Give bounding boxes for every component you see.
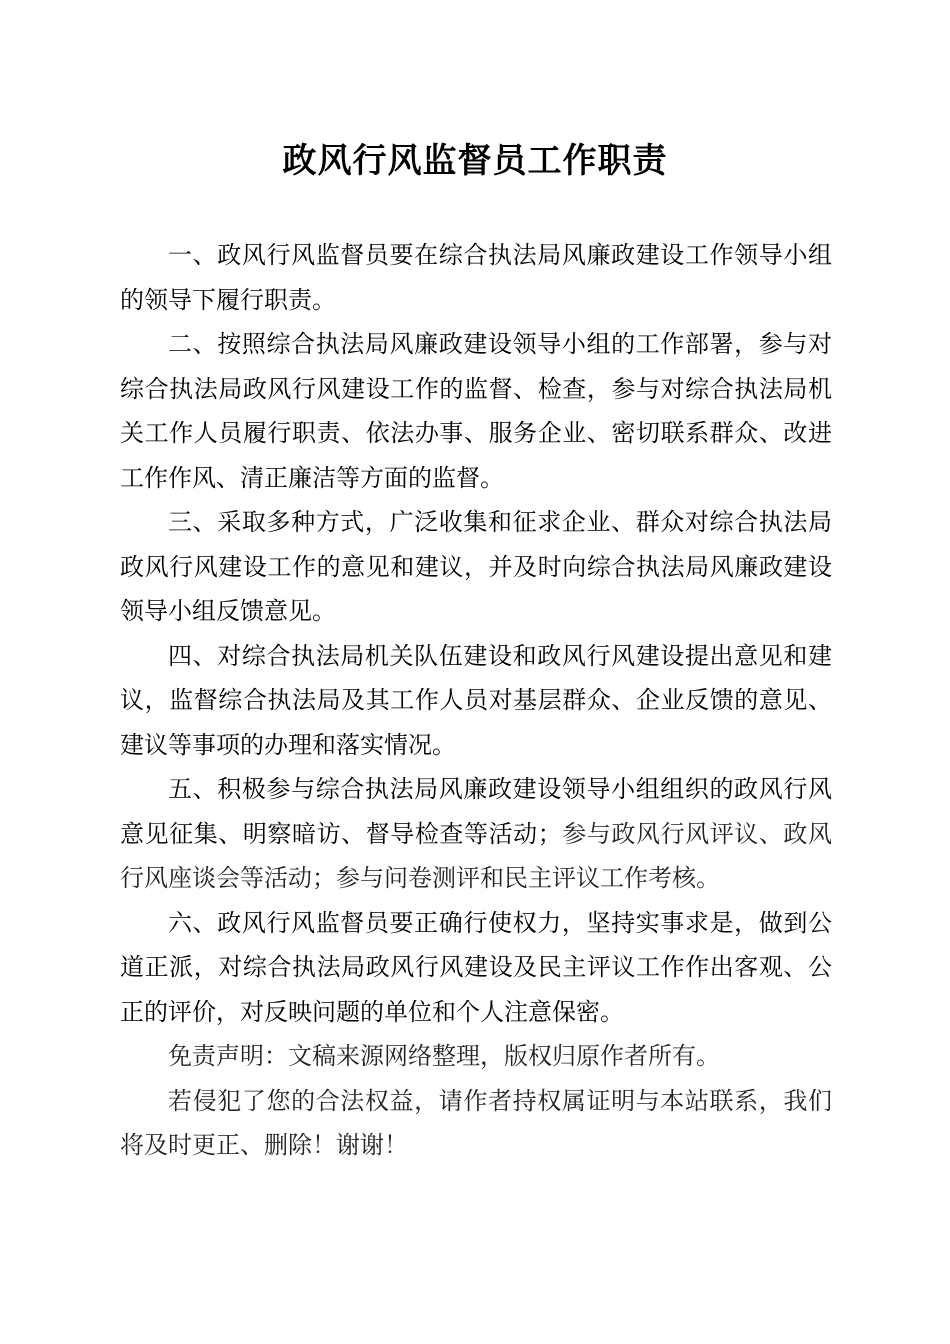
document-title: 政风行风监督员工作职责: [282, 141, 668, 181]
paragraph-5-part-a: 五、积极参与综合执法局风廉政建设领导小组组织的政风行风意见征集、明察暗访、督导检查等活动；: [120, 775, 832, 848]
paragraph-5: [120, 767, 832, 901]
paragraph-3: 三、采取多种方式，广泛收集和征求企业、群众对综合执法局政风行风建设工作的意见和建议，并及时向综合执法局风廉政建设领导小组反馈意见。: [120, 508, 832, 625]
paragraph-5-part-b: 参与政风行风评议、政风行风座谈会等活动；参与问卷测评和民主评议工作考核。: [120, 819, 833, 892]
paragraph-6: 六、政风行风监督员要正确行使权力，坚持实事求是，做到公道正派，对综合执法局政风行风建设及民主评议工作作出客观、公正的评价，对反映问题的单位和个人注意保密。: [120, 908, 832, 1026]
paragraph-2: 二、按照综合执法局风廉政建设领导小组的工作部署，参与对综合执法局政风行风建设工作的监督、检查，参与对综合执法局机关工作人员履行职责、依法办事、服务企业、密切联系群众、改进工作作风、清正廉洁等方面的监督。: [120, 330, 832, 492]
paragraph-4: 四、对综合执法局机关队伍建设和政风行风建设提出意见和建议，监督综合执法局及其工作人员对基层群众、企业反馈的意见、建议等事项的办理和落实情况。: [120, 641, 832, 759]
disclaimer-line-1: 免责声明：文稿来源网络整理，版权归原作者所有。: [168, 1042, 720, 1070]
document-body: [120, 233, 832, 1168]
disclaimer-line-2: 若侵犯了您的合法权益，请作者持权属证明与本站联系，我们将及时更正、删除！谢谢！: [120, 1086, 832, 1159]
paragraph-1: 一、政风行风监督员要在综合执法局风廉政建设工作领导小组的领导下履行职责。: [120, 241, 832, 314]
